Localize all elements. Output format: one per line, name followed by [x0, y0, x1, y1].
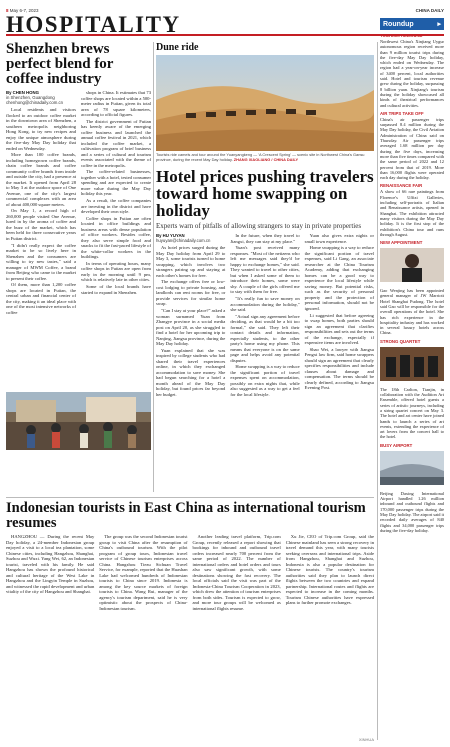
paragraph: In the future, when they travel to Jiangxi, they can stay at my place." [230, 233, 300, 244]
coffee-market-image [6, 392, 151, 450]
roundup-item-head: BUSY AIRPORT [380, 442, 413, 448]
page-date: May 6-7, 2023 [9, 7, 39, 13]
paragraph: Home swapping is a way to reduce the significant portion of travel expenses, said Li Gang, an associate researcher at the China Tourism Academy, adding that exchanging homes can be a good way to experience the local lifestyle while saving money. But potential risks, such as the security of personal property and the protection of personal information, should not be ignored. [304, 245, 374, 311]
story-coffee [6, 42, 151, 316]
camel-desert-image [156, 55, 374, 151]
paragraph: The exchange offers free or low-cost lodging to private housing, and landlords can rent rooms for free, or provide services for similar home swap. [156, 279, 226, 307]
story-coffee-headline: Shenzhen brews perfect blend for coffee industry [6, 41, 114, 87]
roundup-item-body: Northwest China's Xinjiang Uygur autonomous region received more than 9 million tourist trips during the five-day May Day holiday, which ended on Wednesday. The region had a year-on-year increase of 3400 percent, local authorities said. Hotel and tourism revenue grew during the holiday, surpassing 8 billion yuan. Xinjiang's tourism during the holiday showcased all kinds of theatrical performances and cultural activities. [380, 39, 444, 108]
story-home-swap-headline: Hotel prices pushing travelers toward home swapping on holiday [156, 167, 374, 221]
roundup-item-body: A show of 66 rare paintings from Florence's Uffizi Galleries, including self-portraits of Italian and Renaissance artists, opened in Shanghai. The exhibition attracted many visitors during the May Day holiday. It is the first stop of the exhibition's China tour and runs through August. [380, 189, 444, 237]
column-divider [153, 42, 154, 492]
section-title: HOSPITALITY [6, 12, 181, 37]
paragraph: Home swapping is a way to reduce the significant portion of travel expenses spent on accommodation, possibly on extra nights that, while also suggested as a way to get a feel for the local lifestyle. [230, 364, 300, 397]
dune-label: Dune ride [156, 42, 199, 53]
byline-email: huyuyan@chinadaily.com.cn [156, 238, 211, 244]
roundup-item-head: TOURISM REBOUND [380, 33, 423, 38]
paragraph: shops in China. It estimates that 73 coffee shops are located within a 500-meter radius in Futian, given its total area of 78 square kilometers, according to official figures. [81, 90, 151, 117]
story-source-tag: XINHUA [358, 737, 374, 742]
paragraph: Yuan also gives extra nights or small town experience. [304, 233, 374, 244]
column-divider [377, 42, 378, 740]
roundup-item-body: Gao Wenjing has been appointed general manager of JW Marriott Hotel Shanghai Pudong. The hotel said Gao will be responsible for the overall operations of the hotel. She has rich experience in the hospitality industry and has worked in several luxury hotels across China. [380, 288, 444, 336]
page-number: 8 [6, 7, 9, 13]
paragraph: Li suggested that before agreeing to swap homes, both parties should sign an agreement that clarifies responsibilities and sets out the terms of the exchange, especially if expensive items are involved. [304, 312, 374, 346]
roundup-item-body: Beijing Daxing International Airport handled 1.26 million inbound and outbound flights and 170,000 passenger trips during the May Day holiday. The airport said it recorded daily averages of 840 flights and 34,000 passenger trips during the five-day holiday. [380, 490, 444, 533]
story-home-swap [156, 168, 374, 398]
story-coffee-byline [6, 90, 76, 105]
portrait-photo [380, 248, 444, 282]
roundup-item-body: China's air passenger trips surpassed 8.4 million during the May Day holiday, the Civil Aviation Administration of China said on Thursday. Air passenger trips averaged 1.68 million per day during the five days, increasing more than five times compared with the same period of 2022 and 12 percent from that of 2019. More than 16,000 flights were operated each day during the holiday. [380, 116, 444, 181]
story-indonesian-tourists [6, 497, 374, 612]
paragraph: Some of the local brands have started to expand in Shenzhen. [81, 284, 151, 295]
paragraph: Shao Wei, a lawyer with Jiangsu Fengxi law firm, said home swappers should sign an agreement that clearly specifies responsibilities and include clauses about damage and compensation. The terms should be clearly defined, according to Jiangsu Evening Post. [304, 346, 374, 391]
paragraph: Yuan's post received many responses. "Most of the netizens who left me messages said they'd be happy to exchange homes," she said. They wanted to travel to other cities, but when I asked some of them to introduce their homes, some were shy. A couple of the girls offered me to stay with them for free. [230, 245, 300, 295]
paragraph: "Can I stay at your place?" asked a woman surnamed Yuan from Zhangye province in a social media post on April 20, as she struggled to find a hotel for her upcoming trip to Nanjing, Jiangsu province, during the May Day holiday. [156, 308, 226, 347]
story-home-swap-deck: Experts warn of pitfalls of allowing strangers to stay in private properties [156, 222, 362, 231]
roundup-item-head: NEW APPOINTMENT [380, 240, 423, 246]
paragraph: The group was the second Indonesian tourist group to visit China after the resumption of China's outbound tourism. With the pilot program of group tours, Indonesian travel service of Chinese tourism enterprises across China. Hangzhou Tiezu Sichuan Travel Service, for example, reported that the Huashan Lake had welcomed hundreds of Indonesian tourists to China since 2019. Indonesia is among the key source markets of foreign tourists to China. Wang Rui, manager of the agency's tourism department, said he is very optimistic about the prospects of China-Indonesian tourism. [99, 534, 188, 611]
paragraph: Another leading travel platform, Trip.com Group, recently released a report showing that bookings for inbound and outbound travel orders increased nearly 700 percent from the same period of 2022. The number of international orders and hotel orders and tours also saw significant growth, with some destinations showing the fast recovery. The local officials said the visit was part of the Indonesia-China Tourism Cooperation in 2023, which drew the attention of tourism enterprises from both sides. Tourism is expected to grow, and more tour groups will be welcomed as international flights resume. [192, 534, 281, 611]
paragraph: In terms of operating hours, many coffee shops in Futian are open from early in the morning until 9 pm, which is relatively late in other cities. [81, 260, 151, 283]
paragraph: On May 1, a record high of 260,000 people visited One Avenue, lured in by the aroma of coffee and the buzz of the market, which has been held for three consecutive years in Futian district. [6, 208, 76, 241]
paragraph: The district government of Futian has keenly aware of the emerging coffee business and launched the annual coffee festival in 2021, which included the coffee market, a cultivation program of brief business and a series of cultural and tourism events associated with the theme of coffee in the metropolis. [81, 118, 151, 168]
story-indonesian-headline: Indonesian tourists in East China as international tourism resumes [6, 500, 366, 531]
arrow-icon: ▸ [437, 21, 441, 28]
byline-name: By CHEN HONG [6, 90, 39, 95]
paragraph: "Actual sign any agreement before deciding, as that would be a bit too formal," she said. They left their contact details and information, especially students, to the other party's home using my phone. This means that everyone is on the same page and helps avoid any potential disputes. [230, 313, 300, 363]
paragraph: HANGZHOU — During the recent May Day holiday, a 24-member Indonesian group enjoyed a visit to a local tea plantation, some Chinese cities, including Hangzhou, Shanghai, Suzhou and Wuxi. Yang Wei, 62, an Indonesian tourist, traveled with his family. He said Hangzhou has shown the profound historical and cultural heritage of the West Lake in Hangzhou and the Lingyin Temple in Suzhou, and witnessed the rapid development and urban vitality of the city of Hangzhou and Shanghai. [6, 534, 95, 594]
airport-photo [380, 451, 444, 485]
paragraph: The coffee-related businesses, together with a hotel, tested consumer spending and are expected to create more value during the May Day holiday this year. [81, 169, 151, 197]
roundup-item-head: AIR TRIPS TAKE OFF [380, 110, 424, 116]
caption-text: Tourists ride camels and tour around the Yuanyangkeng — 'A Crescent Spring' — scenic site in Northwest China's Gansu province, during the recent May Day holiday. [156, 152, 365, 162]
paragraph: Xu Jie, CEO of Trip.com Group, said the Chinese mainland has seen a strong recovery in travel demand this year, with many tourists seeking overseas and international trips. Aside from Hangzhou, Shanghai and Suzhou, Indonesia is also a popular destination for Chinese tourists. The country's tourism authorities said they plan to launch direct flights between the two countries and expand partnership. International routes and flights are expected to increase in the coming months. Tourism Chinese authorities have expressed plans to further promote exchanges. [285, 534, 374, 605]
paragraph: As hotel prices surged during the May Day holiday from April 29 to May 3, some tourists turned to home swapping, which involves two strangers pairing up and staying at each other's homes for free. [156, 245, 226, 278]
roundup-title: Roundup [383, 20, 414, 28]
roundup-item-head: STRONG QUARTET [380, 338, 421, 344]
paragraph: Local residents and visitors flocked to an outdoor coffee market in the downtown area of Shenzhen, a southern metropolis neighboring Hong Kong, to try new recipes and enjoy the unique atmosphere during the five-day May Day holiday that ended on Wednesday. [6, 107, 76, 151]
paragraph: More than 100 coffee brands, including homegrown coffee brands, chain coffee brands and coffee community coffee brands from inside and outside the city, had a presence at the market. It opened from April 28 to May 3 at the outdoor space of One Avenue, one of the city's largest commercial complexes with an area of about 400,000 square meters. [6, 152, 76, 207]
paragraph: Coffee shops in Futian are often located in office buildings and business areas with dense population of office workers. Besides coffee, they also serve simple food and snacks to fit the fast-paced lifestyle of the white-collar workers in the buildings. [81, 215, 151, 260]
roundup-item-body: The 18th Carlton, Tianjin, in collaboration with the Audition Art Ensemble, offered hotel guests a series of artistic journeys, including a string quartet concert on May 3. The hotel and art center have joined hands to launch a series of art events, extending the experience of art lovers from the concert hall to the hotel. [380, 386, 444, 440]
photo-credit: ZHANG XIAOLIANG / CHINA DAILY [233, 156, 299, 162]
paragraph: Of them, more than 1,200 coffee shops are located in Futian, the central urban and financial center of the city, making it an ideal place with one of the most intensive networks of coffee [6, 282, 76, 315]
story-home-swap-byline [156, 233, 225, 243]
byline-name: By HU YUYAN [156, 233, 185, 239]
paragraph: As a result, the coffee companies are investing in the district and have developed their own style. [81, 198, 151, 215]
section-header [6, 14, 444, 36]
masthead: CHINA DAILY [415, 7, 444, 13]
roundup-sidebar [380, 18, 444, 533]
dune-photo [156, 55, 374, 151]
paragraph: "It's really fun to save money on accommodation during the holiday," she said. [230, 296, 300, 313]
byline-email: chenhong@chinadaily.com.cn [6, 100, 64, 105]
byline-location: in Shenzhen, Guangdong [6, 95, 55, 100]
roundup-header [380, 18, 444, 30]
paragraph: "I didn't really expect the coffee market to be so lively here in Shenzhen and the consumers are willing to try new tastes," said a manager of MWM Coffee, a brand from Beijing who came to the market to present their coffee. [6, 242, 76, 281]
dune-ride-feature [156, 42, 374, 399]
dune-caption [156, 153, 374, 162]
paragraph: Yuan explained that she was inspired by college students who had shared their travel experiences online, in which they exchanged accommodation to save money. She had begun searching for a hotel a month ahead of the May Day holiday, but found prices far beyond her budget. [156, 347, 226, 397]
roundup-item-head: RENAISSANCE FAIR [380, 183, 423, 189]
quartet-photo [380, 347, 444, 381]
coffee-market-photo [6, 392, 151, 450]
